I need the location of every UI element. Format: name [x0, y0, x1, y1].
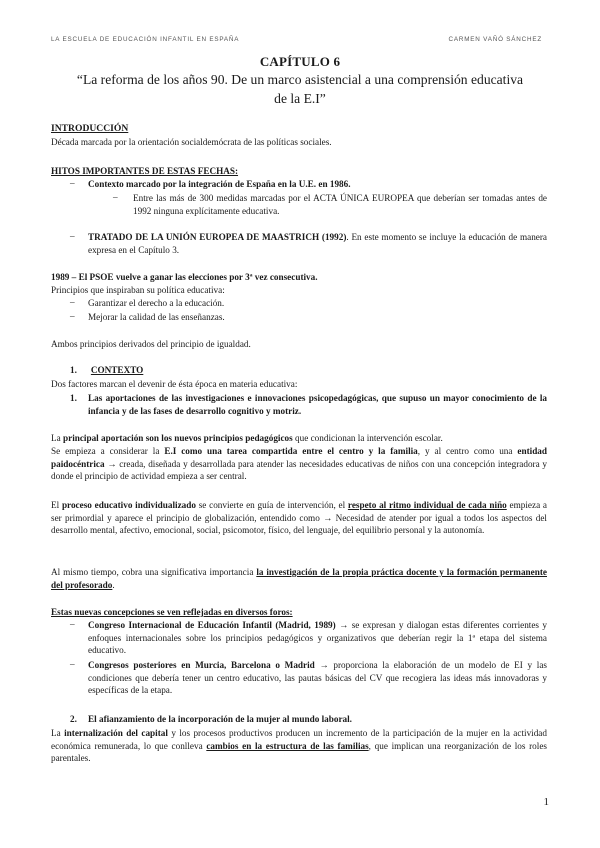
- running-header-left: LA ESCUELA DE EDUCACIÓN INFANTIL EN ESPAÑA: [51, 36, 240, 43]
- hitos-item-1: Contexto marcado por la integración de España en la U.E. en 1986.: [88, 179, 351, 189]
- bullet-dash: –: [70, 659, 75, 669]
- para-tarea-compartida: Se empieza a considerar la E.I como una tarea compartida entre el centro y la familia, y al centro como una entidad paidocéntrica → creada, diseñada y desarrollada para atender las necesidades educativas de niños con una concepción integradora y donde el principio de actividad empieza a ser central.: [51, 446, 548, 482]
- para-principal: La principal aportación son los nuevos principios pedagógicos que condicionan la intervención escolar.: [51, 433, 443, 443]
- principio-1: Garantizar el derecho a la educación.: [88, 298, 225, 308]
- intro-text: Década marcada por la orientación socialdemócrata de las políticas sociales.: [51, 136, 332, 147]
- principio-2: Mejorar la calidad de las enseñanzas.: [88, 312, 225, 322]
- foros-heading: Estas nuevas concepciones se ven reflejadas en diversos foros:: [51, 607, 293, 617]
- chapter-subtitle: “La reforma de los años 90. De un marco asistencial a una comprensión educativa de la E.I”: [76, 72, 524, 106]
- bullet-dash: –: [70, 311, 75, 321]
- contexto-heading: 1. CONTEXTO: [70, 365, 144, 375]
- page-number: 1: [543, 796, 549, 808]
- chapter-title: CAPÍTULO 6: [259, 54, 341, 69]
- intro-heading: INTRODUCCIÓN: [51, 123, 129, 134]
- hitos-item-1-sub: Entre las más de 300 medidas marcadas por el ACTA ÚNICA EUROPEA que deberían ser tomadas antes de 1992 ninguna explícitamente educativa.: [133, 193, 547, 216]
- foro-2: Congresos posteriores en Murcia, Barcelona o Madrid → proporciona la elaboración de un modelo de EI y las condiciones que debería tener un centro educativo, las pautas básicas del CV que recogiera las ideas más innovadoras y específicas de la etapa.: [88, 660, 548, 696]
- hitos-heading-text: HITOS IMPORTANTES DE ESTAS FECHAS:: [51, 166, 239, 176]
- factor-2: El afianzamiento de la incorporación de la mujer al mundo laboral.: [88, 714, 352, 724]
- para-investigacion: Al mismo tiempo, cobra una significativa importancia la investigación de la propia práctica docente y la formación permanente del profesorado.: [51, 567, 547, 590]
- bullet-dash: –: [70, 178, 75, 188]
- hitos-item-2: TRATADO DE LA UNIÓN EUROPEA DE MAASTRICH (1992). En este momento se incluye la educación de manera expresa en el Capítulo 3.: [88, 232, 547, 255]
- ambos-text: Ambos principios derivados del principio de igualdad.: [51, 339, 251, 349]
- foro-1: Congreso Internacional de Educación Infantil (Madrid, 1989) → se expresan y dialogan estas diferentes corrientes y enfoques internacionales sobre los principios pedagógicos y organizativos que deberían regir la 1ª etapa del sistema educativo.: [88, 620, 548, 656]
- running-header-right: CARMEN VAÑÓ SÁNCHEZ: [448, 36, 542, 43]
- factor-2-number: 2.: [70, 714, 77, 724]
- bullet-dash: –: [70, 619, 75, 629]
- para-internalizacion: La internalización del capital y los procesos productivos producen un incremento de la participación de la mujer en la actividad económica remunerada, lo que conlleva cambios en la estructura de las familias, que implican una reorganización de los roles parentales.: [51, 728, 547, 764]
- bullet-dash: –: [113, 192, 118, 202]
- psoe-heading: 1989 – El PSOE vuelve a ganar las elecciones por 3ª vez consecutiva.: [51, 272, 318, 282]
- contexto-intro: Dos factores marcan el devenir de ésta época en materia educativa:: [51, 379, 298, 389]
- factor-1-number: 1.: [70, 393, 77, 403]
- principios-text: Principios que inspiraban su política educativa:: [51, 284, 225, 295]
- bullet-dash: –: [70, 297, 75, 307]
- bullet-dash: –: [70, 231, 75, 241]
- psoe-section: [51, 271, 547, 296]
- para-individualizado: El proceso educativo individualizado se convierte en guía de intervención, el respeto al ritmo individual de cada niño empieza a ser primordial y aparece el principio de globalización, entendido como → Necesidad de atender por igual a todos los aspectos del desarrollo mental, afectivo, emocional, social, psicomotor, físico, del lenguaje, del equilibrio personal y la autonomía.: [51, 500, 547, 536]
- factor-1: Las aportaciones de las investigaciones e innovaciones psicopedagógicas, que supuso un mayor conocimiento de la infancia y de las fases de desarrollo cognitivo y motriz.: [88, 393, 547, 416]
- intro-section: [51, 123, 547, 148]
- hitos-heading: [51, 165, 547, 178]
